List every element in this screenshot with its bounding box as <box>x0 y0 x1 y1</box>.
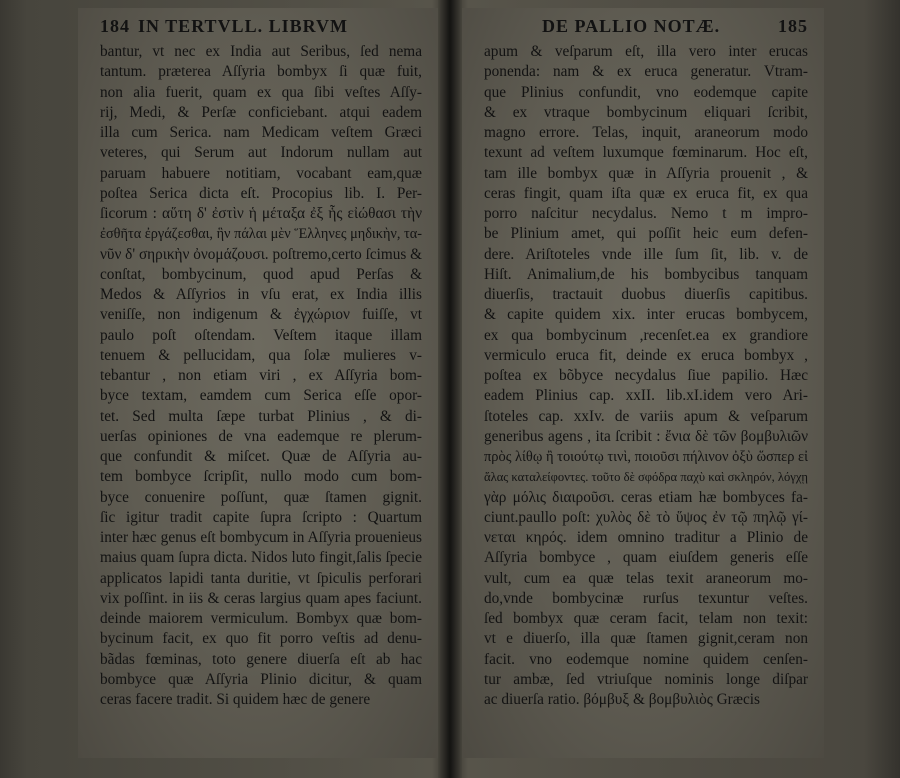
text-line: que confundit & miſcet. Quæ de Aſſyria au- <box>100 448 422 465</box>
text-line: poſtea Serica dicta eſt. Procopius lib. I. Per- <box>100 184 422 202</box>
text-line: ἅλας καταλείφοντες. τοῦτο δὲ σφόδρα παχὺ καὶ σκληρόν, λόγχῃ <box>484 470 808 485</box>
text-line: bãdas fœminas, toto genere diuerſa eſt ab hac <box>100 650 422 668</box>
text-line: texunt ad veſtem luxumque fœminarum. Hoc eſt, <box>484 144 808 162</box>
text-line: vult, cum ea quæ telas texit araneorum mo- <box>484 569 808 587</box>
right-page-number: 185 <box>778 16 808 36</box>
right-page <box>462 8 824 758</box>
text-line: vix poſſint. in iis & ceras largius quam apes faciunt. <box>100 589 422 607</box>
text-line: bombyce quæ Aſſyria Plinio dicitur, & quam <box>100 670 422 688</box>
text-line: νεται κηρός. idem omnino traditur a Plinio de <box>484 529 808 546</box>
text-line: & capite quidem xix. inter erucas bombycem, <box>484 306 808 324</box>
text-line: bantur, vt nec ex India aut Seribus, ſed nema <box>100 43 422 60</box>
text-line: inter hæc genus eſt bombycum in Aſſyria prouenieus <box>100 529 422 546</box>
text-line: deinde maiorem vermiculum. Bombyx quæ bom- <box>100 610 422 627</box>
text-line: poſtea ex bõbyce necydalus ſiue papilio. Hæc <box>484 367 808 384</box>
text-line: Aſſyria bombyce , quam eiuſdem generis eſſe <box>484 549 808 567</box>
text-line: Hiſt. Animalium,de his bombycibus tanquam <box>484 265 808 283</box>
text-line: maius quam ſupra dicta. Nidos luto fingit,ſalis ſpecie <box>100 549 422 567</box>
text-line: ſic igitur tradit capite ſupra ſcripto : Quartum <box>100 508 422 526</box>
text-line: vermiculo eruca fit, deinde ex eruca bombyx , <box>484 346 808 364</box>
text-line: rij, Medi, & Perſæ conficiebant. atqui eadem <box>100 103 422 121</box>
text-line: porro naſcitur necydalus. Nemo t m impro- <box>484 205 808 222</box>
text-line: diuerſis, tractauit duobus diuerſis capitibus. <box>484 286 808 303</box>
text-line: ſicorum : αὕτη δ' ἐστὶν ἡ μέταξα ἐξ ἧς εἰώθασι τὴν <box>100 205 422 222</box>
text-line: conſtat, bombycinum, quod apud Perſas & <box>100 265 422 283</box>
text-line: do,vnde bombycinæ rurſus texuntur veſtes. <box>484 589 808 607</box>
text-line: tam ille bombyx quæ in Aſſyria prouenit , & <box>484 164 808 182</box>
text-line: ponenda: nam & ex eruca generatur. Vtram- <box>484 63 808 81</box>
right-running-title: DE PALLIO NOTÆ. <box>542 16 721 36</box>
text-line: byce conuenire poſſunt, quæ ſtamen gignit. <box>100 488 422 506</box>
text-line: tet. Sed multa ſæpe turbat Plinius , & di- <box>100 407 422 425</box>
text-line: ſed bombyx quæ ceram facit, telam non texit: <box>484 610 808 627</box>
left-page-number: 184 <box>100 16 130 36</box>
text-line: be Plinium amet, qui poſſit heic eum defen- <box>484 225 808 243</box>
text-line: tenuem & pellucidam, qua ſolæ mulieres v- <box>100 346 422 364</box>
text-line: Medos & Aſſyrios in vſu erat, ex India illis <box>100 286 422 303</box>
text-line: ciunt.paullo poſt: χυλὸς δὲ τὸ ὕψος ἐν τῷ πηλῷ γί- <box>484 508 808 526</box>
text-line: applicatos lapidi tanta duritie, vt ſpiculis perforari <box>100 569 422 587</box>
text-line: ac diuerſa ratio. βόμβυξ & βομβυλιὸς Græcis <box>484 691 760 708</box>
text-line: ſtoteles cap. xxIv. de variis apum & veſparum <box>484 407 808 425</box>
text-line: apum & veſparum eſt, illa vero inter erucas <box>484 43 808 60</box>
text-line: que Plinius confundit, vno eodemque capite <box>484 83 808 101</box>
text-line: non alia fuerit, quam ex qua ſibi veſtes Aſſy- <box>100 83 422 101</box>
right-running-head <box>484 16 808 42</box>
text-line: dere. Ariſtoteles vnde ille ſum ſit, lib. v. de <box>484 245 808 263</box>
text-line: veniſſe, non indigenum & ἐγχώριον fuiſſe, vt <box>100 306 422 324</box>
text-line: uerſas opiniones de vna eademque re plerum- <box>100 427 422 445</box>
text-line: facit. vno eodemque nomine quidem cenſen- <box>484 650 808 668</box>
book-gutter <box>438 0 462 778</box>
text-line: ex qua bombycinum ,recenſet.ea ex grandiore <box>484 326 808 344</box>
text-line: eadem Plinius cap. xxII. lib.xI.idem vero Ari- <box>484 387 808 405</box>
text-line: vt e diuerſo, illa quæ ſtamen gignit,ceram non <box>484 630 808 648</box>
text-line: tur ambæ, ſed vtriuſque nominis longe diſpar <box>484 670 808 688</box>
text-line: illa cum Serica. nam Medicam veſtem Græci <box>100 124 422 141</box>
text-line: tebantur , non etiam viri , ex Aſſyria bom- <box>100 367 422 384</box>
left-page <box>78 8 438 758</box>
text-line: νῦν δ' σηρικὴν ὀνομάζουσι. poſtremo,certo ſcimus & <box>100 245 422 263</box>
text-line: tantum. præterea Aſſyria bombyx ſi quæ fuit, <box>100 63 422 81</box>
text-line: paulo poſt oſtendam. Veſtem itaque illam <box>100 326 422 344</box>
text-line: magno errore. Telas, inquit, araneorum modo <box>484 124 808 141</box>
text-line: ceras facere tradit. Si quidem hæc de genere <box>100 691 371 708</box>
text-line: tem bombyce ſcripſit, nullo modo cum bom- <box>100 468 422 486</box>
left-running-head <box>100 16 422 42</box>
text-line: generibus agens , ita ſcribit : ἔνια δὲ τῶν βομβυλιῶν <box>484 427 808 445</box>
text-line: & ex vtraque bombycinum eliquari ſcribit, <box>484 103 808 121</box>
left-running-title: IN TERTVLL. LIBRVM <box>138 16 348 36</box>
text-line: paruam habuere notitiam, vocabant eam,quæ <box>100 164 422 182</box>
text-line: γὰρ μόλις διαιροῦσι. ceras etiam hæ bombyces fa- <box>484 488 808 506</box>
text-line: byce textam, eamdem cum Serica eſſe opor- <box>100 387 422 405</box>
right-page-text <box>484 42 808 710</box>
text-line: ἐσθῆτα ἐργάζεσθαι, ἣν πάλαι μὲν Ἕλληνες μηδικὴν, τα- <box>100 226 422 243</box>
text-line: πρὸς λίθῳ ἢ τοιούτῳ τινὶ, ποιοῦσι πήλινον ὀξὺ ὥσπερ εἰ <box>484 449 808 465</box>
text-line: veteres, qui Serum aut Indorum nullam aut <box>100 144 422 162</box>
text-line: bycinum facit, ex quo fit porro veſtis ad denu- <box>100 630 422 648</box>
text-line: ceras fingit, quam iſta quæ ex eruca fit, ex qua <box>484 184 808 202</box>
left-page-text <box>100 42 422 710</box>
